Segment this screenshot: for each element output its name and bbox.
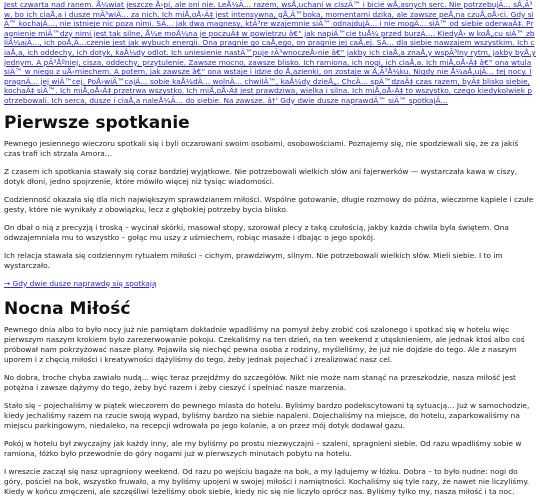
section1-link-line (4, 279, 536, 289)
souls-meet-link[interactable]: → Gdy dwie dusze naprawdę się spotkają (4, 278, 157, 288)
section2-paragraph: Pewnego dnia albo to było nocy już nie pamiętam dokładnie wpadliśmy na pomysł żeby zrobić coś szalonego i spotkać się w hotelu więc pierwszym naszym krokiem było zarezerwowanie pokoju. Czekaliśmy na ten dzień, na ten weekend z utęsknieniem, ale jednak ktoś albo coś próbował nam pokrzyżować nasze plany. Pojawiła się niechęć pewna osoba z rodziny, myśleliśmy, że już nie dojdzie do tego. Ale z naszym uporem i z chęcią miłości i kreatywności dążyliśmy do tego, żeby jednak pojechać i zrealizować nasz cel. (4, 324, 525, 364)
section-title-night-love: Nocna Miłość (4, 298, 131, 319)
intro-link-block (4, 0, 536, 106)
section2-paragraph: Pokój w hotelu był zwyczajny jak każdy inny, ale my byliśmy po prostu niezwyczajni – szaleni, spragnieni siebie. Od razu wpadliśmy sobie w ramiona, łóżko było przewodnie do góry nogami już w pierwszych minutach pobytu na hotelu. (4, 438, 522, 458)
section1-paragraph: On dbał o nią z precyzją i troską – wycinał skórki, masował stopy, szorował plecy z taką czułością, jakby każda chwila była świętem. Ona odwzajemniała mu to wszystko – gołąc mu uszy z uśmiechem, robiąc masaże i dbając o jego spokój. (4, 222, 509, 242)
section2-paragraph: I wreszcie zaczął się nasz upragniony weekend. Od razu po wejściu bagaże na bok, a my lądujemy w łóżku. Dobra – to było nudne: nogi do góry, pościel na bok, wszystko fruwało, a my byliśmy upojeni w swojej miłości i namiętności. Kochaliśmy się tyle razy, że nawet nie liczyliśmy. Kiedy w końcu zmęczeni, ale szczęśliwi leżeliśmy obok siebie, kiedy nic się nie liczyło oprócz nas. Byliśmy tylko my, nasza miłość i ta noc. (4, 466, 530, 496)
section1-paragraph: Pewnego jesiennego wieczoru spotkali się i byli oczarowani swoim osobami, osobowościami. Poznajemy się, nie spodziewali się, że za jakiś czas trafi ich strzała Amora… (4, 138, 519, 158)
section1-paragraph: Z czasem ich spotkania stawały się coraz bardziej wyjątkowe. Nie potrzebowali wielkich słów ani fajerwerków — wystarczała kawa w ciszy, dotyk dłoni, jedno spojrzenie, które mówiło więcej niż tysiąc wiadomości. (4, 166, 518, 186)
intro-link[interactable]: Jest czwarta nad ranem. Å¼wiat jeszcze Å›pi, ale oni nie. LeÅ¼Ä… razem, wsÅ‚uchani w ciszÄ™ i bicie wÅ‚asnych serc. Nie potrzebujÄ… sÅ‚Ã³w, bo ich ciaÅ‚a i dusze mÃ³wiÄ… za nich. Ich miÅ‚oÅ›Ä‡ jest intensywna, gÅ‚Ä™boka, momentami dzika, ale zawsze peÅ‚na czuÅ‚oÅ›ci. Gdy siÄ™ kochajÄ…, nie istnieje nic poza nimi. SÄ… jak dwa magnesy, ktÃ³re wzajemnie siÄ™ odnajdujÄ… i nie mogÄ… siÄ™ od siebie oderwaÄ‡. Pragnienie miÄ™dzy nimi jest tak silne, Å¼e moÅ¼na je poczuÄ‡ w powietrzu â€“ jak napiÄ™cie tuÅ¼ przed burzÄ…. KiedyÅ› w koÅ„cu siÄ™ zbliÅ¼ajÄ…, ich poÅ‚Ä…czenie jest jak wybuch energii. Ona pragnie go caÅ‚ego, on pragnie jej caÅ‚ej. SÄ… dla siebie nawzajem wszystkim. Ich ciaÅ‚a, ich oddechy, ich dotyk, kaÅ¼dy odlot. Ich uniesienie nastÄ™puje rÃ³wnoczeÅ›nie â€“ jakby ich ciaÅ‚a znaÅ‚y wspÃ³lny rytm, jakby byÅ‚y jednym. A pÃ³Åºniej, cisza, oddechy, przytulenie. Zawsze mocno, zawsze blisko. Ich ramiona, ich nogi, ich ciaÅ‚a. Ich miÅ‚oÅ›Ä‡ â€“ ona wtula siÄ™ w niego z uÅ›miechem. A potem, jak zawsze â€“ ona wstaje i idzie do Å‚azienki, on zostaje w Å‚Ã³Å¼ku. Nigdy nie Å¼aÅ‚ujÄ… tej nocy. I pragnÄ… jej wiÄ™cej. PoÅ›wiÄ™cajÄ… sobie kaÅ¼dÄ… wolnÄ… chwilÄ™, kaÅ¼dy dzieÅ„. ChcÄ… spÄ™dzaÄ‡ czas razem, byÄ‡ blisko siebie, kochaÄ‡ siÄ™. Ich miÅ‚oÅ›Ä‡ przetrwa wszystko. Ich miÅ‚oÅ›Ä‡ jest prawdziwa, wielka i silna. Ich miÅ‚oÅ›Ä‡ to wszystko, czego kiedykolwiek potrzebowali. Ich serca, dusze i ciaÅ‚a naleÅ¼Ä… do siebie. Na zawsze. â†’ Gdy dwie dusze naprawdÄ™ siÄ™ spotkajÄ… (4, 0, 536, 105)
section2-paragraph: Stało się – pojechaliśmy w piątek wieczorem do pewnego miasta do hotelu. Byliśmy bardzo podekscytowani tą sytuacją… Już w samochodzie, kiedy jechaliśmy razem na rzucie swoją wypad, byliśmy bardzo na siebie napaleni. Dojechaliśmy na miejsce, do hotelu, zaparkowaliśmy na miejscu parkingowym, niedaleko, na recepcji wdrowała po jego kolanie, a on przez mój dotyk dodawał gazu. (4, 400, 530, 430)
section2-paragraph: No dobra, troche chyba zawiało nudą... więc teraz przejdźmy do szczegółów. Nikt nie może nam stanąć na przeszkodzie, nasza miłość jest potężna i zawsze dążymy do tego, żeby być razem i żeby cieszyć i spełniać nasze marzenia. (4, 372, 516, 392)
section1-paragraph: Codzienność okazała się dla nich największym sprawdzianem miłości. Wspólne gotowanie, długie rozmowy do późna, wieczorne kąpiele i czułe gesty, które nie wynikały z obowiązku, lecz z głębokiej potrzeby bycia blisko. (4, 194, 534, 214)
section-title-first-meeting: Pierwsze spotkanie (4, 112, 190, 133)
section1-paragraph: Ich relacja stawała się codziennym rytuałem miłości – cichym, prawdziwym, silnym. Nie potrzebowali wielkich słów. Mieli siebie. I to im wystarczało. (4, 250, 503, 270)
